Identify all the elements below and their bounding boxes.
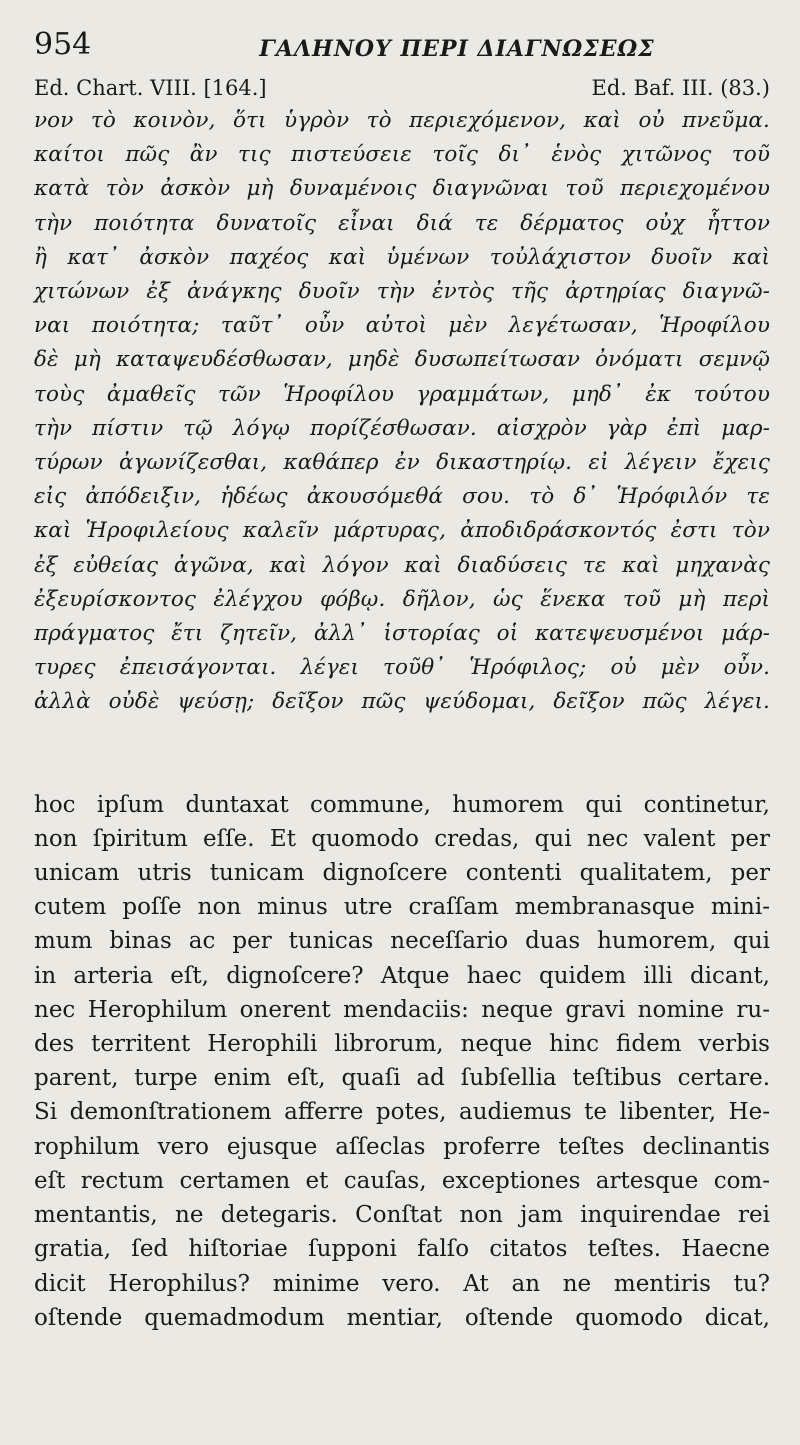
- edition-line: [34, 76, 770, 100]
- latin-text-line: in arteria eſt, dignoſcere? Atque haec quidem illi dicant,: [34, 962, 770, 989]
- latin-text-line: oſtende quemadmodum mentiar, oſtende quomodo dicat,: [34, 1304, 770, 1331]
- latin-text-line: parent, turpe enim eſt, quaſi ad ſubſellia teſtibus certare.: [34, 1065, 770, 1092]
- greek-text-line: δὲ μὴ καταψευδέσθωσαν, μηδὲ δυσωπείτωσαν ὀνόματι σεμνῷ: [34, 347, 770, 373]
- latin-text-line: gratia, ſed hiſtoriae ſupponi falſo citatos teſtes. Haecne: [34, 1236, 770, 1263]
- running-title: ΓΑΛΗΝΟΥ ΠΕΡΙ ΔΙΑΓΝΩΣΕΩΣ: [259, 36, 655, 62]
- greek-text-line: νον τὸ κοινὸν, ὅτι ὑγρὸν τὸ περιεχόμενον, καὶ οὐ πνεῦμα.: [34, 108, 770, 133]
- greek-text-block: [34, 104, 770, 720]
- latin-text-line: des territent Herophili librorum, neque hinc fidem verbis: [34, 1031, 770, 1058]
- greek-text-line: τοὺς ἀμαθεῖς τῶν Ἡροφίλου γραμμάτων, μηδ᾽ ἐκ τούτου: [34, 381, 770, 407]
- latin-text-line: mum binas ac per tunicas neceſſario duas humorem, qui: [34, 928, 770, 955]
- greek-text-line: καὶ Ἡροφιλείους καλεῖν μάρτυρας, ἀποδιδράσκοντός ἐστι τὸν: [34, 518, 770, 544]
- latin-text-line: rophilum vero ejusque aſſeclas proferre teſtes declinantis: [34, 1133, 770, 1160]
- greek-text-line: πράγματος ἔτι ζητεῖν, ἀλλ᾽ ἱστορίας οἱ κατεψευσμένοι μάρ-: [34, 621, 770, 647]
- running-head: [34, 0, 770, 62]
- greek-text-line: εἰς ἀπόδειξιν, ἡδέως ἀκουσόμεθά σου. τὸ δ᾽ Ἡρόφιλόν τε: [34, 484, 770, 510]
- latin-text-line: dicit Herophilus? minime vero. At an ne mentiris tu?: [34, 1270, 770, 1297]
- greek-text-line: τὴν πίστιν τῷ λόγῳ πορίζέσθωσαν. αἰσχρὸν γὰρ ἐπὶ μαρ-: [34, 415, 770, 441]
- greek-text-line: ἐξ εὐθείας ἀγῶνα, καὶ λόγον καὶ διαδύσεις τε καὶ μηχανὰς: [34, 552, 770, 578]
- greek-text-line: ναι ποιότητα; ταῦτ᾽ οὖν αὐτοὶ μὲν λεγέτωσαν, Ἡροφίλου: [34, 313, 770, 339]
- latin-text-line: unicam utris tunicam dignoſcere contenti qualitatem, per: [34, 860, 770, 887]
- greek-text-line: ἀλλὰ οὐδὲ ψεύσῃ; δεῖξον πῶς ψεύδομαι, δεῖξον πῶς λέγει.: [34, 689, 770, 715]
- greek-text-line: ἐξευρίσκοντος ἐλέγχου φόβῳ. δῆλον, ὡς ἕνεκα τοῦ μὴ περὶ: [34, 586, 770, 612]
- greek-text-line: χιτώνων ἐξ ἀνάγκης δυοῖν τὴν ἐντὸς τῆς ἀρτηρίας διαγνῶ-: [34, 279, 770, 305]
- greek-text-line: ἢ κατ᾽ ἀσκὸν παχέος καὶ ὑμένων τοὐλάχιστον δυοῖν καὶ: [34, 244, 770, 270]
- latin-text-line: non ſpiritum eſſe. Et quomodo credas, qui nec valent per: [34, 825, 770, 852]
- latin-text-line: hoc ipſum duntaxat commune, humorem qui continetur,: [34, 791, 770, 818]
- page-number: 954: [34, 27, 92, 62]
- greek-text-line: καίτοι πῶς ἂν τις πιστεύσειε τοῖς δι᾽ ἑνὸς χιτῶνος τοῦ: [34, 142, 770, 168]
- latin-text-line: eſt rectum certamen et cauſas, exceptiones artesque com-: [34, 1167, 770, 1194]
- latin-text-line: Si demonſtrationem afferre potes, audiemus te libenter, He-: [34, 1099, 770, 1126]
- edition-chartier: Ed. Chart. VIII. [164.]: [34, 76, 267, 100]
- greek-text-line: τὴν ποιότητα δυνατοῖς εἶναι διά τε δέρματος οὐχ ἧττον: [34, 210, 770, 236]
- latin-text-line: cutem poſſe non minus utre craſſam membranasque mini-: [34, 894, 770, 921]
- greek-text-line: τυρες ἐπεισάγονται. λέγει τοῦθ᾽ Ἡρόφιλος; οὐ μὲν οὖν.: [34, 655, 770, 681]
- edition-basel: Ed. Baf. III. (83.): [591, 76, 770, 100]
- latin-text-block: [34, 788, 770, 1335]
- latin-text-line: nec Herophilum onerent mendaciis: neque gravi nomine ru-: [34, 996, 770, 1023]
- latin-text-line: mentantis, ne detegaris. Conſtat non jam inquirendae rei: [34, 1202, 770, 1229]
- greek-text-line: τύρων ἀγωνίζεσθαι, καθάπερ ἐν δικαστηρίῳ. εἰ λέγειν ἔχεις: [34, 450, 770, 476]
- greek-text-line: κατὰ τὸν ἀσκὸν μὴ δυναμένοις διαγνῶναι τοῦ περιεχομένου: [34, 176, 770, 202]
